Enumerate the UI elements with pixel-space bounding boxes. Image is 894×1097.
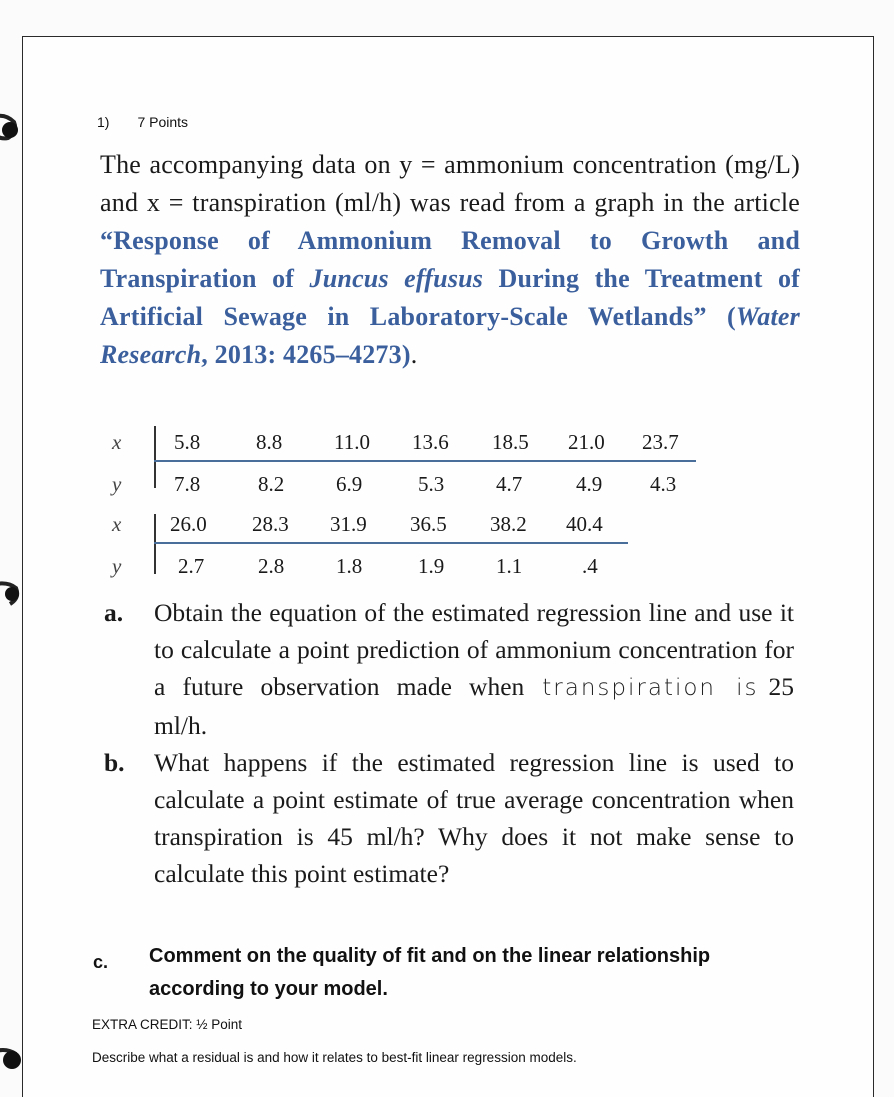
table-cell: 26.0 [170,512,207,536]
part-a-text [154,594,794,744]
table-cell: 40.4 [566,512,603,536]
citation: , 2013: 4265–4273) [201,340,411,369]
x-label: x [112,430,122,454]
handwritten-annotation: transpiration is [542,675,759,701]
table-cell: 4.9 [576,472,603,496]
table-cell: 38.2 [490,512,527,536]
problem-statement [100,146,800,374]
table-cell: 36.5 [410,512,447,536]
part-b-text: What happens if the estimated regression line is used to calculate a point estimate of true average concentration when transpiration is 45 ml/h? Why does it not make sense to calculate this point estimate? [154,748,794,888]
table-cell: 2.7 [178,554,205,578]
table-cell: 1.9 [418,554,445,578]
table-cell: 8.8 [256,430,283,454]
table-cell: 28.3 [252,512,289,536]
question-points: 7 Points [137,114,189,130]
question-header [97,114,188,130]
table-cell: 5.8 [174,430,201,454]
table-cell: 1.8 [336,554,363,578]
extra-credit-label: EXTRA CREDIT: ½ Point [92,1017,243,1032]
extra-credit-text: Describe what a residual is and how it relates to best-fit linear regression models. [92,1050,577,1065]
table-cell: .4 [582,554,598,578]
part-c-letter: c. [93,952,109,972]
table-cell: 4.3 [650,472,677,496]
table-cell: 1.1 [496,554,523,578]
article-species: Juncus effusus [309,264,484,293]
part-a-body: Obtain the equation of the estimated regression line and use it to calculate a point prediction of ammonium concentration for a future observation made when [154,598,794,701]
y-label: y [112,554,122,578]
table-divider [154,514,156,574]
journal-name: Water Research [100,302,800,369]
part-b-letter: b. [104,748,125,777]
table-divider [154,426,156,488]
table-rule [154,460,696,462]
table-cell: 13.6 [412,430,449,454]
table-cell: 7.8 [174,472,201,496]
table-cell: 31.9 [330,512,367,536]
table-cell: 23.7 [642,430,679,454]
intro-end: . [410,340,418,369]
binder-ring-icon [0,574,30,608]
article-title-prefix: “Response of Ammonium Removal to Growth and Transpiration of [100,226,800,293]
table-rule [154,542,628,544]
article-title-suffix: During the Treatment of Artificial Sewage in Laboratory-Scale Wetlands” ( [100,264,800,331]
y-label: y [112,472,122,496]
table-cell: 8.2 [258,472,285,496]
part-a-end: 25 ml/h. [154,672,794,740]
table-cell: 5.3 [418,472,445,496]
table-cell: 4.7 [496,472,523,496]
table-cell: 6.9 [336,472,363,496]
binder-ring-icon [0,1038,30,1072]
table-cell: 18.5 [492,430,529,454]
table-cell: 21.0 [568,430,605,454]
table-cell: 2.8 [258,554,285,578]
binder-ring-icon [0,108,30,142]
table-cell: 11.0 [334,430,370,454]
part-a-letter: a. [104,598,124,627]
part-c-text: Comment on the quality of fit and on the linear relationship according to your model. [149,945,711,1000]
x-label: x [112,512,122,536]
intro-text: The accompanying data on y = ammonium concentration (mg/L) and x = transpiration (ml/h) was read from a graph in the article [100,150,800,217]
question-number: 1) [97,114,110,130]
